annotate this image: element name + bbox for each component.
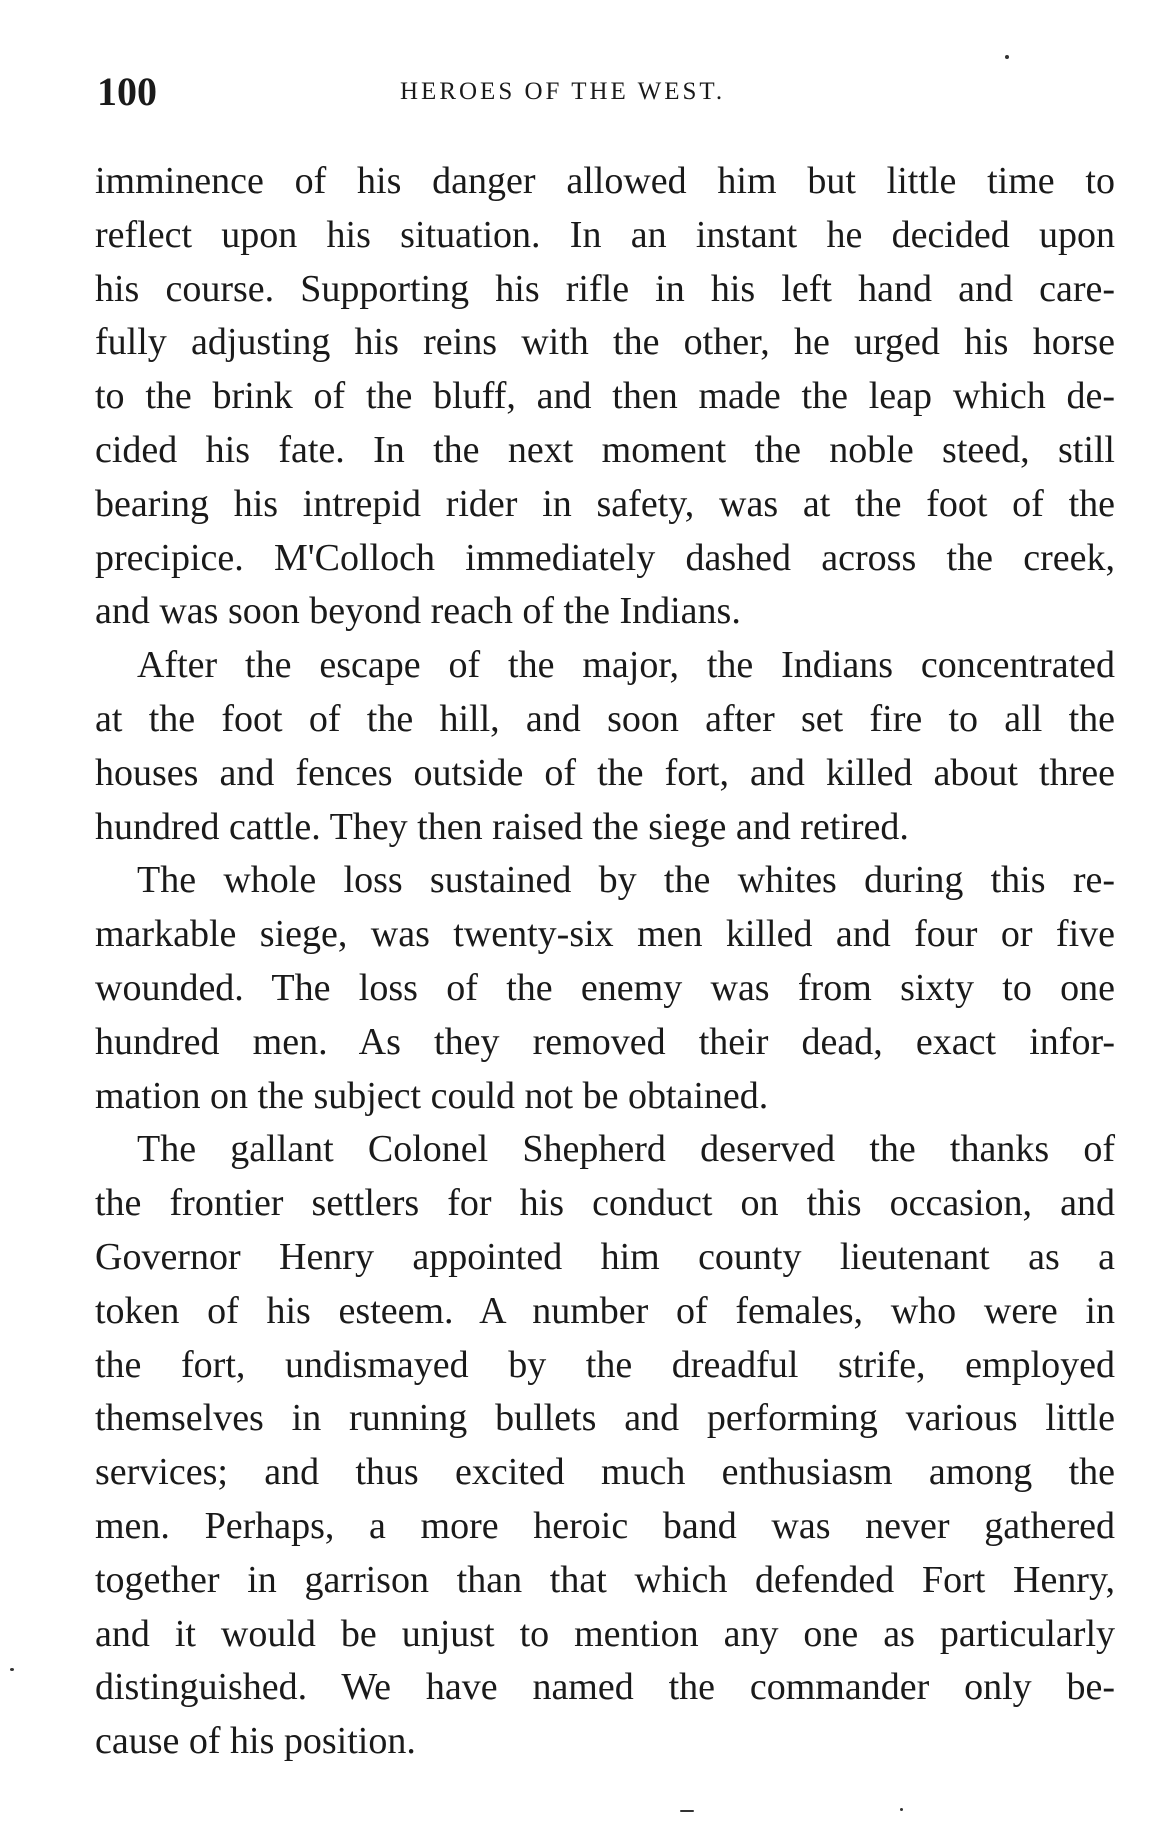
- scan-speck: [680, 1810, 694, 1812]
- text-line: themselves in running bullets and performing various little: [95, 1397, 1115, 1440]
- text-line: the fort, undismayed by the dreadful strife, employed: [95, 1343, 1115, 1386]
- text-line: hundred cattle. They then raised the siege and retired.: [95, 805, 909, 848]
- text-line: The gallant Colonel Shepherd deserved the thanks of: [137, 1128, 1115, 1171]
- text-line: to the brink of the bluff, and then made the leap which de-: [95, 375, 1115, 418]
- text-line: cided his fate. In the next moment the noble steed, still: [95, 428, 1115, 471]
- text-line: the frontier settlers for his conduct on this occasion, and: [95, 1182, 1115, 1225]
- text-line: and it would be unjust to mention any one as particularly: [95, 1612, 1115, 1655]
- text-line: token of his esteem. A number of females, who were in: [95, 1289, 1115, 1332]
- page-number: 100: [97, 69, 157, 114]
- text-line: bearing his intrepid rider in safety, was at the foot of the: [95, 482, 1115, 525]
- text-line: mation on the subject could not be obtained.: [95, 1074, 769, 1117]
- scan-speck: [900, 1808, 903, 1811]
- text-line: distinguished. We have named the commander only be-: [95, 1666, 1115, 1709]
- paragraph: [95, 1123, 1115, 1769]
- text-line: After the escape of the major, the Indians concentrated: [137, 644, 1115, 687]
- text-line: precipice. M'Colloch immediately dashed across the creek,: [95, 536, 1115, 579]
- text-line: reflect upon his situation. In an instant he decided upon: [95, 213, 1115, 256]
- running-head: HEROES OF THE WEST.: [400, 78, 726, 105]
- text-line: fully adjusting his reins with the other, he urged his horse: [95, 321, 1115, 364]
- text-line: services; and thus excited much enthusiasm among the: [95, 1451, 1115, 1494]
- scan-speck: [1005, 55, 1009, 59]
- paragraph: [95, 639, 1115, 854]
- text-line: and was soon beyond reach of the Indians.: [95, 590, 741, 633]
- paragraph: [95, 854, 1115, 1123]
- text-line: markable siege, was twenty-six men killed and four or five: [95, 913, 1115, 956]
- text-line: hundred men. As they removed their dead, exact infor-: [95, 1020, 1115, 1063]
- text-line: imminence of his danger allowed him but little time to: [95, 160, 1115, 202]
- text-line: together in garrison than that which defended Fort Henry,: [95, 1558, 1115, 1601]
- text-line: his course. Supporting his rifle in his left hand and care-: [95, 267, 1115, 310]
- text-line: wounded. The loss of the enemy was from sixty to one: [95, 966, 1115, 1009]
- text-line: at the foot of the hill, and soon after set fire to all the: [95, 697, 1115, 740]
- page-header: [95, 60, 1115, 130]
- text-line: cause of his position.: [95, 1720, 416, 1763]
- body-text: [95, 155, 1115, 1769]
- text-line: houses and fences outside of the fort, and killed about three: [95, 751, 1115, 794]
- page-content: [95, 60, 1115, 1763]
- text-line: men. Perhaps, a more heroic band was never gathered: [95, 1504, 1115, 1547]
- text-line: The whole loss sustained by the whites during this re-: [137, 859, 1115, 902]
- paragraph: [95, 155, 1115, 639]
- text-line: Governor Henry appointed him county lieutenant as a: [95, 1235, 1115, 1278]
- scan-speck: [10, 1668, 14, 1671]
